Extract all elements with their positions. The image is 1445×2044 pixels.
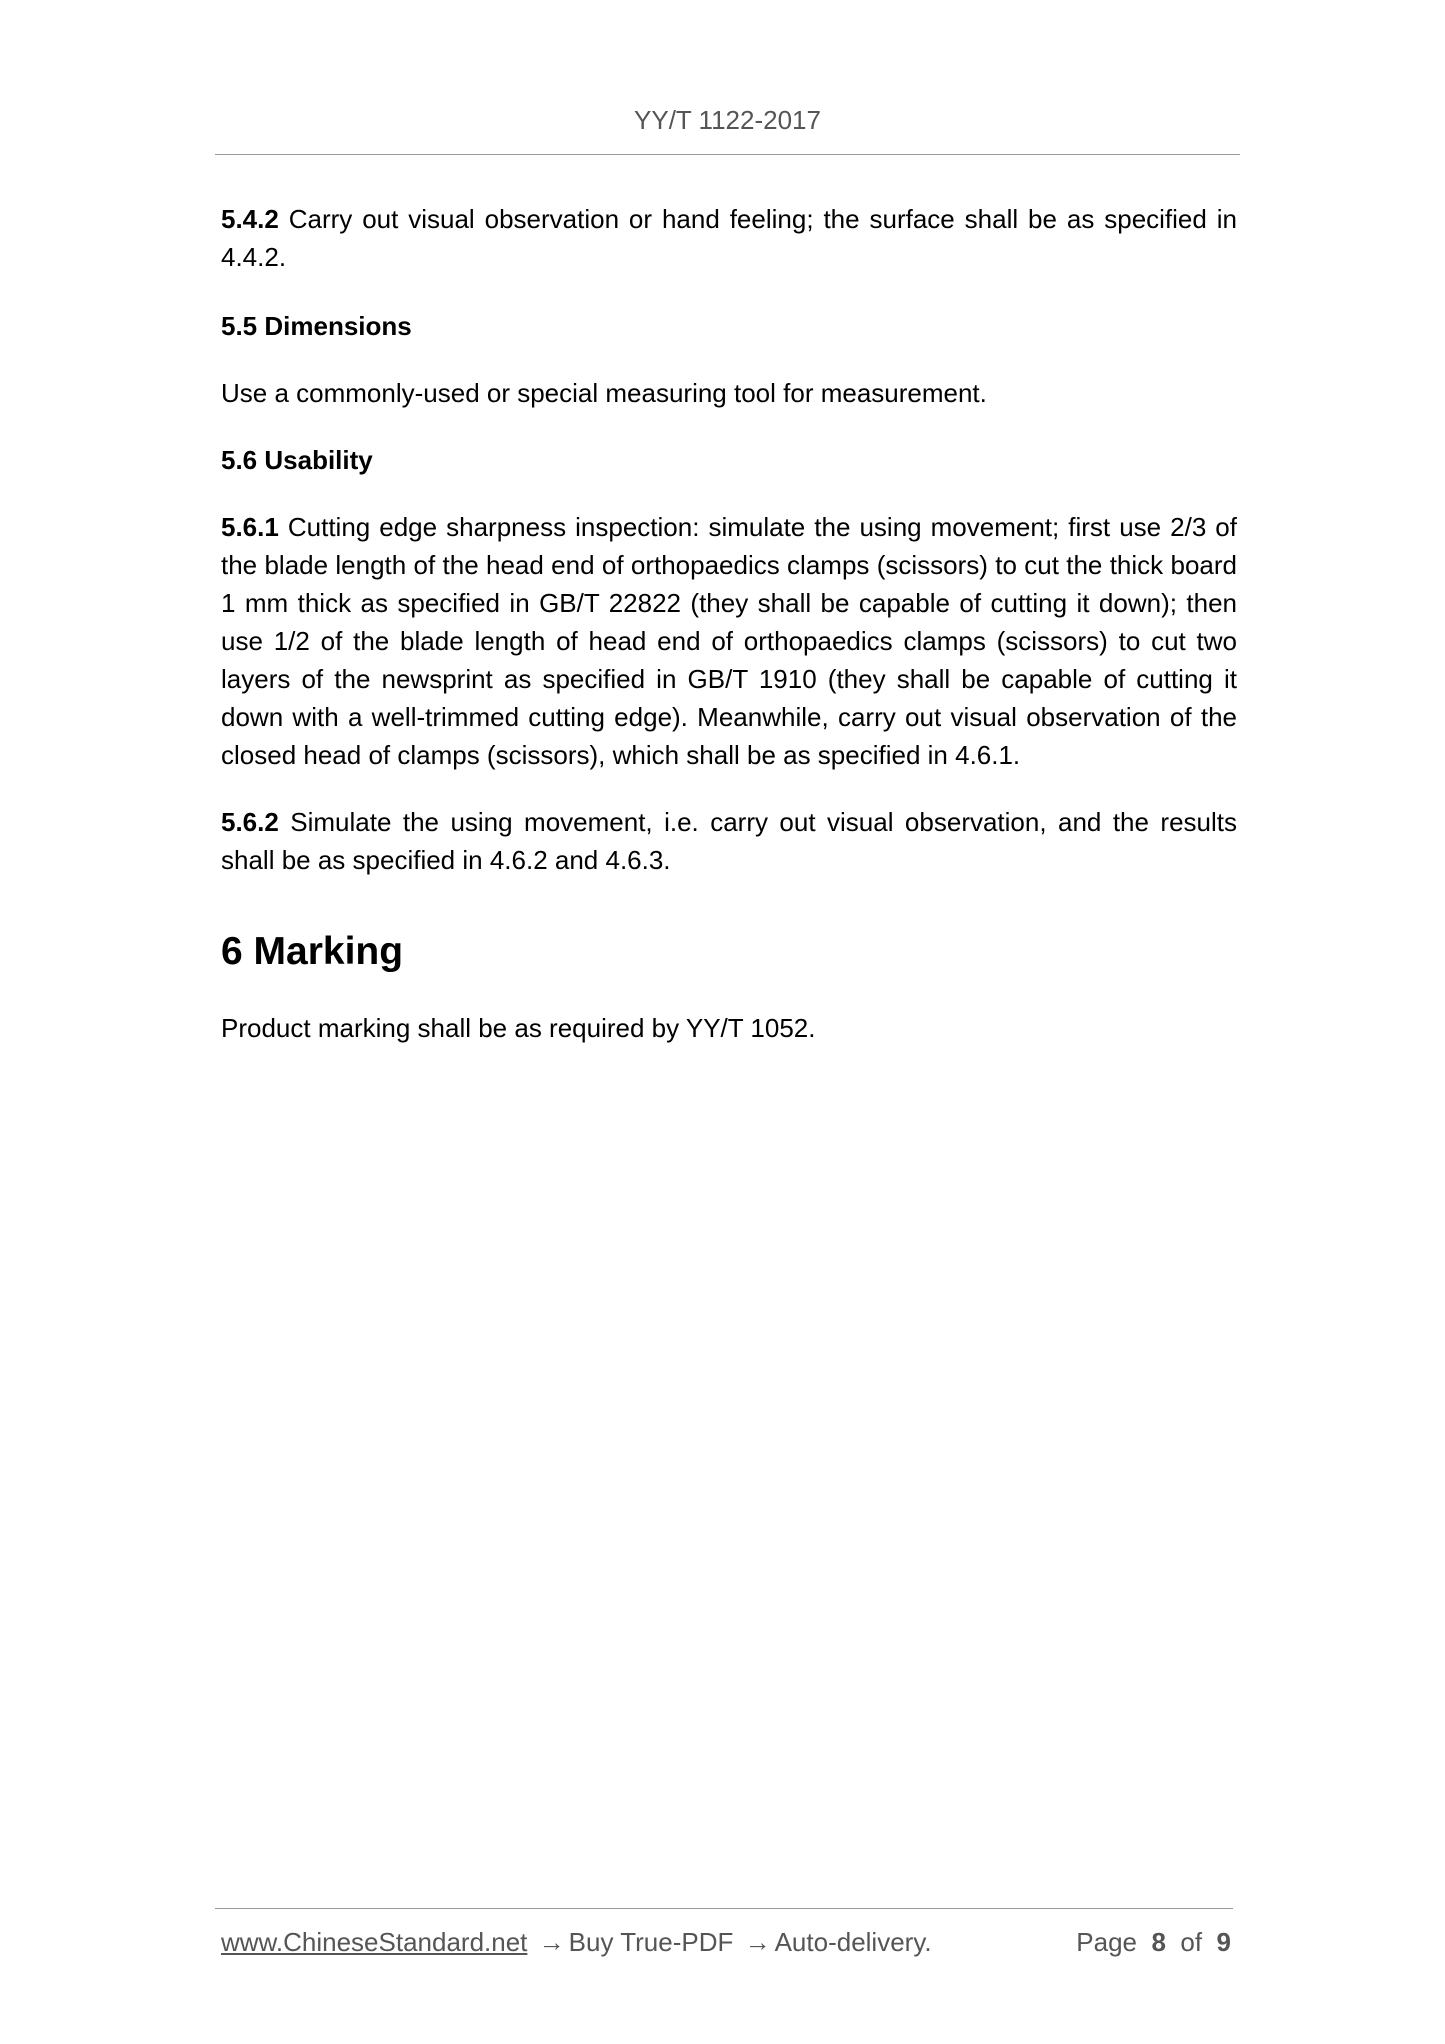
footer-divider: [215, 1908, 1233, 1909]
paragraph-5-6-1: [221, 508, 1237, 774]
arrow-right-icon: →: [538, 1927, 565, 1957]
of-label: of: [1180, 1927, 1203, 1957]
paragraph-5-4-2: [221, 200, 1237, 276]
clause-text: Cutting edge sharpness inspection: simulate the using movement; first use 2/3 of the blade length of the head end of orthopaedics clamps (scissors) to cut the thick board 1 mm thick as specified in GB/T 22822 (they shall be capable of cutting it down); then use 1/2 of the blade length of head end of orthopaedics clamps (scissors) to cut two layers of the newsprint as specified in GB/T 1910 (they shall be capable of cutting it down with a well-trimmed cutting edge). Meanwhile, carry out visual observation of the closed head of clamps (scissors), which shall be as specified in 4.6.1.: [221, 512, 1237, 770]
clause-number: 5.6.1: [221, 512, 279, 542]
current-page: 8: [1151, 1927, 1166, 1957]
paragraph-5-5: Use a commonly-used or special measuring tool for measurement.: [221, 378, 987, 408]
clause-text: Simulate the using movement, i.e. carry out visual observation, and the results shall be as specified in 4.6.2 and 4.6.3.: [221, 807, 1237, 875]
clause-text: Carry out visual observation or hand feeling; the surface shall be as specified in 4.4.2.: [221, 204, 1237, 272]
heading-5-5: 5.5 Dimensions: [221, 311, 412, 341]
header-divider: [215, 154, 1240, 155]
delivery-text: Auto-delivery.: [774, 1927, 932, 1957]
clause-number: 5.4.2: [221, 204, 279, 234]
paragraph-5-6-2: [221, 803, 1237, 879]
paragraph-6: Product marking shall be as required by YY/T 1052.: [221, 1013, 816, 1043]
arrow-right-icon: →: [744, 1927, 771, 1957]
heading-6-marking: 6 Marking: [221, 930, 404, 973]
footer-promo: [221, 1922, 932, 1962]
page-indicator: [1076, 1922, 1231, 1962]
document-body: [221, 200, 1237, 1047]
website-link[interactable]: www.ChineseStandard.net: [221, 1927, 528, 1957]
total-pages: 9: [1216, 1927, 1231, 1957]
buy-text: Buy True-PDF: [568, 1927, 734, 1957]
clause-number: 5.6.2: [221, 807, 279, 837]
page-header: YY/T 1122-2017: [634, 105, 821, 135]
page-label: Page: [1076, 1927, 1138, 1957]
heading-5-6: 5.6 Usability: [221, 445, 373, 475]
